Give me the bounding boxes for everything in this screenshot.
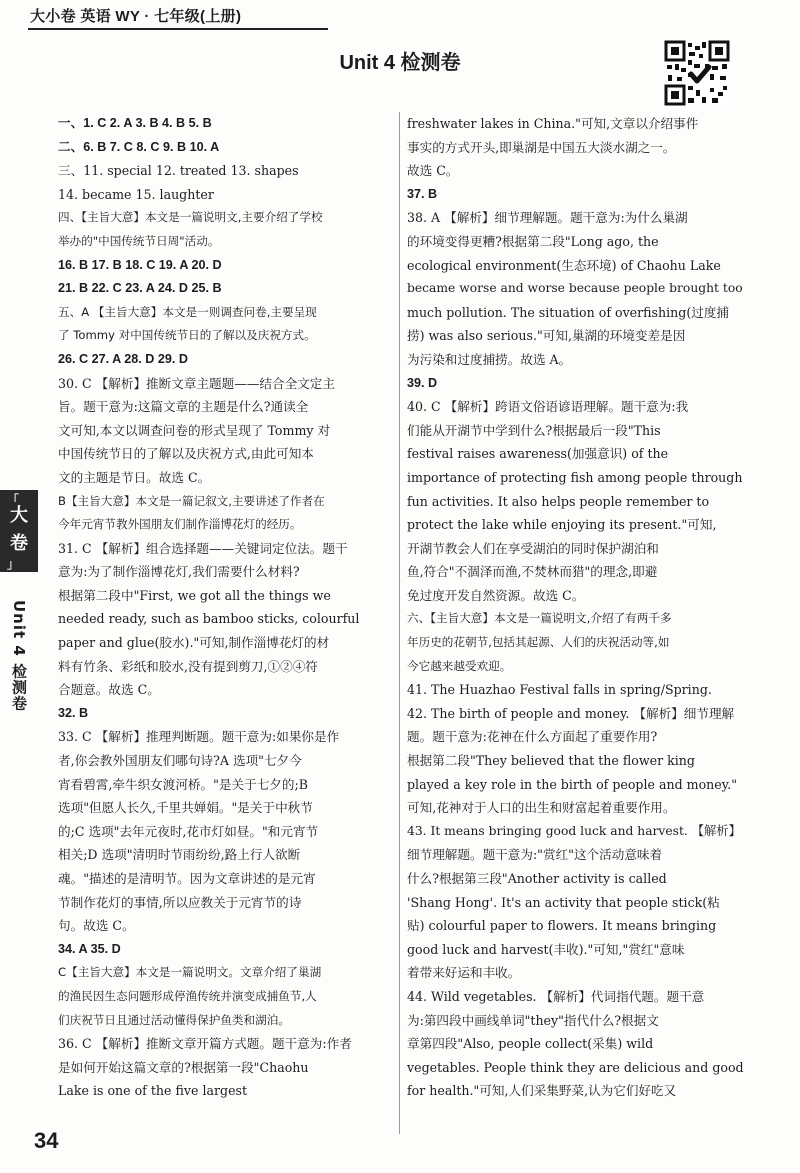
answer-line: 26. C 27. A 28. D 29. D: [58, 351, 188, 366]
answer-line: 一、1. C 2. A 3. B 4. B 5. B: [58, 116, 212, 130]
answer-line: 着带来好运和丰收。: [407, 965, 521, 981]
answer-line: 开湖节教会人们在享受湖泊的同时保护湖泊和: [407, 540, 659, 556]
answer-line: 意为:为了制作淄博花灯,我们需要什么材料?: [58, 564, 300, 580]
answer-line: 30. C 【解析】推断文章主题题——结合全文定主: [58, 375, 335, 391]
answer-line: 中国传统节日的了解以及庆祝方式,由此可知本: [58, 446, 314, 462]
left-column: [58, 112, 391, 1103]
answer-line: 41. The Huazhao Festival falls in spring/Spring.: [407, 682, 712, 698]
answer-line: 事实的方式开头,即巢湖是中国五大淡水湖之一。: [407, 139, 676, 155]
answer-line: B【主旨大意】本文是一篇记叙文,主要讲述了作者在: [58, 493, 325, 508]
answer-line: paper and glue(胶水)."可知,制作淄博花灯的材: [58, 635, 330, 651]
page-title: Unit 4 检测卷: [339, 52, 461, 74]
answer-line: 句。故选 C。: [58, 918, 135, 934]
answer-line: 魂。"描述的是清明节。因为文章讲述的是元宵: [58, 871, 316, 886]
answer-line: 为:第四段中画线单词"they"指代什么?根据文: [407, 1012, 659, 1028]
answer-line: 16. B 17. B 18. C 19. A 20. D: [58, 257, 222, 272]
answer-line: 43. It means bringing good luck and harvest. 【解析】: [407, 823, 741, 838]
answer-line: 33. C 【解析】推理判断题。题干意为:如果你是作: [58, 729, 340, 745]
answer-line: 六、【主旨大意】本文是一篇说明文,介绍了有两千多: [407, 611, 672, 626]
answer-line: 可知,花神对于人口的出生和财富起着重要作用。: [407, 800, 676, 816]
page-header: [0, 0, 800, 30]
answer-line: 们庆祝节日且通过活动懂得保护鱼类和湖泊。: [58, 1012, 290, 1027]
answer-line: fun activities. It also helps people remember to: [407, 493, 710, 509]
answer-line: became worse and worse because people brought too: [407, 281, 743, 296]
answer-line: for health."可知,人们采集野菜,认为它们好吃又: [407, 1083, 677, 1099]
answer-line: 相关;D 选项"清明时节雨纷纷,路上行人欲断: [58, 847, 301, 863]
answer-line: 料有竹条、彩纸和胶水,没有提到剪刀,①②④符: [58, 658, 318, 674]
answer-line: C【主旨大意】本文是一篇说明文。文章介绍了巢湖: [58, 965, 322, 980]
answer-line: importance of protecting fish among people through: [407, 469, 743, 485]
answer-line: 37. B: [407, 186, 438, 201]
answer-line: 鱼,符合"不涸泽而渔,不焚林而猎"的理念,即避: [407, 564, 658, 580]
answer-line: 14. became 15. laughter: [58, 186, 214, 202]
answer-line: 什么?根据第三段"Another activity is called: [407, 871, 667, 886]
answer-line: 是如何开始这篇文章的?根据第一段"Chaohu: [58, 1059, 309, 1075]
answer-line: 故选 C。: [407, 163, 459, 179]
answer-line: vegetables. People think they are delicious and good: [407, 1059, 744, 1075]
answer-line: 的渔民因生态问题形成停渔传统并演变成捕鱼节,人: [58, 988, 317, 1003]
answer-line: 三、11. special 12. treated 13. shapes: [58, 163, 299, 179]
answer-line: 的;C 选项"去年元夜时,花市灯如昼。"和元宵节: [58, 823, 319, 839]
answer-line: 36. C 【解析】推断文章开篇方式题。题干意为:作者: [58, 1036, 352, 1052]
answer-line: 宵看碧霄,牵牛织女渡河桥。"是关于七夕的;B: [58, 776, 308, 792]
right-column: [407, 112, 747, 1103]
answer-line: 节制作花灯的事情,所以应教关于元宵节的诗: [58, 894, 302, 910]
answer-line: 了 Tommy 对中国传统节日的了解以及庆祝方式。: [58, 328, 316, 343]
answer-line: 38. A 【解析】细节理解题。题干意为:为什么巢湖: [407, 210, 688, 226]
answer-line: 四、【主旨大意】本文是一篇说明文,主要介绍了学校: [58, 210, 323, 225]
answer-line: 者,你会教外国朋友们哪句诗?A 选项"七夕今: [58, 753, 302, 769]
side-tab-top: 大: [10, 505, 28, 526]
side-tab-bottom: 卷: [10, 533, 28, 554]
answer-line: 今它越来越受欢迎。: [407, 658, 512, 673]
answer-line: 'Shang Hong'. It's an activity that people stick(粘: [407, 894, 720, 910]
answer-line: 捞) was also serious."可知,巢湖的环境变差是因: [407, 328, 686, 344]
answer-line: 年历史的花朝节,包括其起源、人们的庆祝活动等,如: [407, 635, 670, 650]
answer-line: festival raises awareness(加强意识) of the: [407, 446, 669, 462]
answer-line: 42. The birth of people and money. 【解析】细节理解: [407, 705, 735, 721]
answer-line: 题。题干意为:花神在什么方面起了重要作用?: [407, 729, 658, 745]
answer-line: 39. D: [407, 375, 438, 390]
answer-line: 34. A 35. D: [58, 941, 121, 956]
answer-line: 合题意。故选 C。: [58, 682, 160, 698]
answer-line: protect the lake while enjoying its present."可知,: [407, 517, 717, 533]
qr-code-icon[interactable]: [664, 40, 730, 106]
answer-line: freshwater lakes in China."可知,文章以介绍事件: [407, 116, 699, 131]
answer-line: 章第四段"Also, people collect(采集) wild: [407, 1036, 654, 1052]
answer-line: 文可知,本文以调查问卷的形式呈现了 Tommy 对: [58, 422, 331, 438]
answer-line: 选项"但愿人长久,千里共婵娟。"是关于中秋节: [58, 800, 313, 816]
side-tab: 「 大 卷 」: [0, 490, 38, 572]
answer-line: 根据第二段中"First, we got all the things we: [58, 587, 331, 603]
answer-line: 今年元宵节教外国朋友们制作淄博花灯的经历。: [58, 517, 302, 532]
answer-line: 举办的"中国传统节日周"活动。: [58, 233, 220, 248]
answer-line: 文的主题是节日。故选 C。: [58, 469, 211, 485]
answer-line: 32. B: [58, 705, 89, 720]
answer-line: 们能从开湖节中学到什么?根据最后一段"This: [407, 422, 661, 438]
answer-line: Lake is one of the five largest: [58, 1083, 248, 1099]
answer-line: 的环境变得更糟?根据第二段"Long ago, the: [407, 233, 659, 249]
answer-line: much pollution. The situation of overfishing(过度捕: [407, 304, 730, 320]
answer-line: 旨。题干意为:这篇文章的主题是什么?通读全: [58, 399, 309, 415]
page-number: 34: [34, 1128, 59, 1153]
side-unit-label: Unit 4 检测卷: [10, 600, 28, 712]
book-series-title: 大小卷 英语 WY · 七年级(上册): [30, 8, 242, 25]
column-divider: [399, 112, 400, 1134]
answer-line: 五、A 【主旨大意】本文是一则调查问卷,主要呈现: [58, 304, 317, 319]
answer-line: needed ready, such as bamboo sticks, colourful: [58, 611, 360, 627]
answer-line: 44. Wild vegetables. 【解析】代词指代题。题干意: [407, 988, 705, 1004]
answer-line: 贴) colourful paper to flowers. It means bringing: [407, 918, 717, 934]
answer-line: played a key role in the birth of people and money.": [407, 776, 737, 792]
answer-line: 21. B 22. C 23. A 24. D 25. B: [58, 281, 222, 296]
answer-line: 二、6. B 7. C 8. C 9. B 10. A: [58, 139, 220, 154]
answer-line: 为污染和过度捕捞。故选 A。: [407, 351, 572, 367]
header-rule: [28, 28, 328, 30]
answer-line: 31. C 【解析】组合选择题——关键词定位法。题干: [58, 540, 348, 556]
answer-line: 免过度开发自然资源。故选 C。: [407, 587, 585, 603]
answer-line: good luck and harvest(丰收)."可知,"赏红"意味: [407, 941, 685, 957]
answer-line: 根据第二段"They believed that the flower king: [407, 753, 695, 769]
answer-line: ecological environment(生态环境) of Chaohu Lake: [407, 257, 721, 273]
answer-line: 细节理解题。题干意为:"赏红"这个活动意味着: [407, 847, 663, 863]
answer-line: 40. C 【解析】跨语文俗语谚语理解。题干意为:我: [407, 399, 689, 415]
